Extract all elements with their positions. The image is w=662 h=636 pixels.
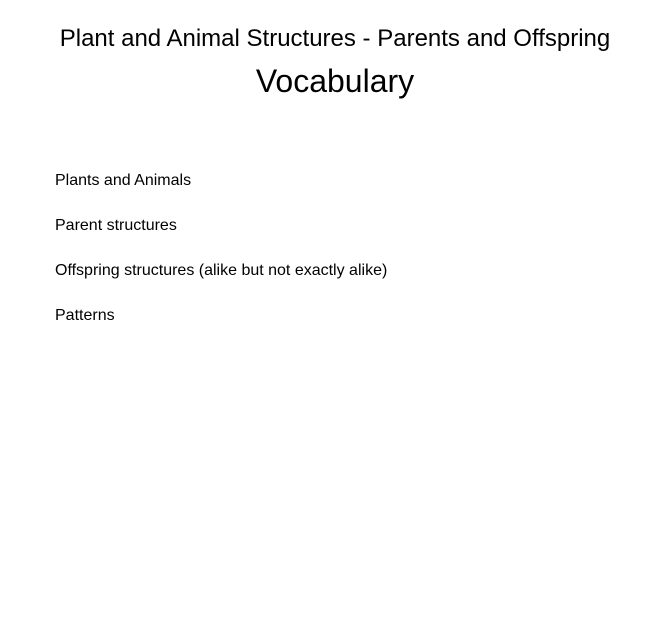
vocabulary-list <box>55 171 387 351</box>
vocabulary-item-plants-and-animals: Plants and Animals <box>55 172 192 189</box>
vocabulary-item-patterns: Patterns <box>55 307 115 324</box>
document-title: Plant and Animal Structures - Parents and Offspring <box>59 25 611 52</box>
vocabulary-heading: Vocabulary <box>255 63 415 99</box>
vocabulary-item-offspring-structures: Offspring structures (alike but not exactly alike) <box>55 262 388 279</box>
vocabulary-item-parent-structures: Parent structures <box>55 217 177 234</box>
